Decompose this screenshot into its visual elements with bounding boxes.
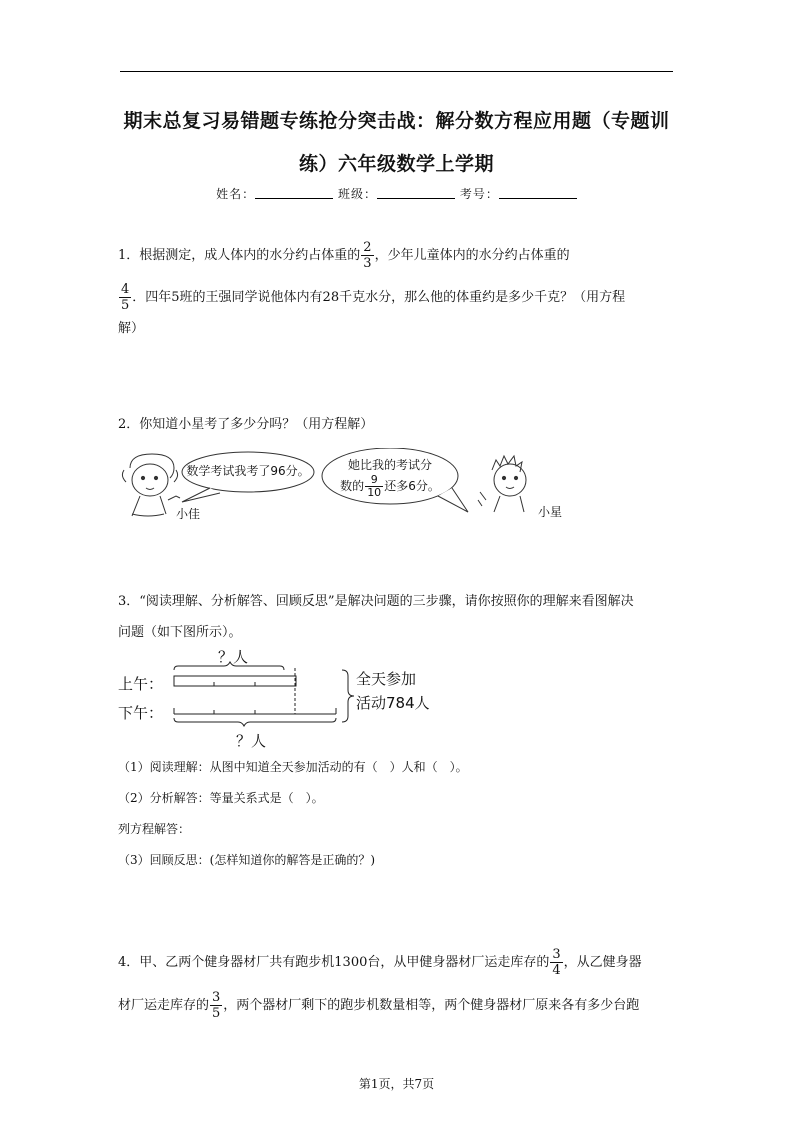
question-4-line-2 [118,990,678,1021]
q1-text-4: 解） [118,321,145,336]
exam-no-label: 考号： [459,187,499,201]
q1-text-2: ，少年儿童体内的水分约占体重的 [374,248,570,263]
right-bubble-line-2: 数的 $\frac{9}{10}$ 还多6分。 [340,473,440,499]
q3-brace-text-1: 全天参加 [356,670,417,688]
class-field[interactable] [377,188,455,199]
header-rule [120,71,673,72]
question-1-line-2 [118,282,678,313]
q4-fraction-2: $\frac{3}{5}$ [212,990,221,1021]
q3-brace-text-2: 活动784人 [356,694,430,712]
name-xiaoxing: 小星 [538,505,563,519]
q3-sub-2b: 列方程解答： [118,822,191,836]
q1-text-1: 1．根据测定，成人体内的水分约占体重的 [118,248,361,263]
student-info-row [0,185,793,202]
right-bubble-line-1: 她比我的考试分 [347,458,432,472]
q4-text-1: 4．甲、乙两个健身器材厂共有跑步机1300台，从甲健身器材厂运走库存的 [118,955,550,970]
q4-text-4: ，两个器材厂剩下的跑步机数量相等，两个健身器材厂原来各有多少台跑 [223,998,640,1013]
q3-diagram [118,646,448,750]
q3-sub-2: （2）分析解答：等量关系式是（ ）。 [118,791,324,805]
page-title-line-2: 练）六年级数学上学期 [298,153,494,175]
girl-figure-icon [122,454,180,516]
class-label: 班级： [337,187,377,201]
q1-fraction-2: $\frac{4}{5}$ [121,282,130,313]
exam-no-field[interactable] [499,188,577,199]
q3-top-question: ？人 [218,648,249,666]
page-footer: 第1页，共7页 [358,1077,435,1091]
q1-text-3: ．四年5班的王强同学说他体内有28千克水分，那么他的体重约是多少千克？（用方程 [132,290,626,305]
q4-text-3: 材厂运走库存的 [118,998,210,1013]
page-title-line-1: 期末总复习易错题专练抢分突击战：解分数方程应用题（专题训 [123,110,670,132]
q3-sub-3: （3）回顾反思：(怎样知道你的解答是正确的？) [118,853,375,867]
q2-cartoon [118,448,578,528]
q4-fraction-1: $\frac{3}{4}$ [552,947,561,978]
q1-fraction-1: $\frac{2}{3}$ [363,240,372,271]
q3-sub-1: （1）阅读理解：从图中知道全天参加活动的有（ ）人和（ ）。 [118,760,468,774]
left-bubble-text: 数学考试我考了96分。 [186,464,310,478]
q4-text-2: ，从乙健身器 [563,955,642,970]
question-3-line-2: 问题（如下图所示）。 [118,625,242,640]
question-1 [118,240,678,271]
q3-morning-label: 上午： [118,675,164,693]
question-4-line-1 [118,947,678,978]
name-xiaojia: 小佳 [176,507,201,521]
bubble-fraction: $\frac{9}{10}$ [367,473,382,499]
question-2: 2．你知道小星考了多少分吗？（用方程解） [118,417,374,432]
q3-bottom-question: ？人 [236,732,267,750]
name-label: 姓名： [216,187,256,201]
name-field[interactable] [255,188,333,199]
q3-afternoon-label: 下午： [118,704,164,722]
boy-figure-icon [478,456,526,512]
question-3-line-1: 3．“阅读理解、分析解答、回顾反思”是解决问题的三步骤，请你按照你的理解来看图解决 [118,594,634,609]
